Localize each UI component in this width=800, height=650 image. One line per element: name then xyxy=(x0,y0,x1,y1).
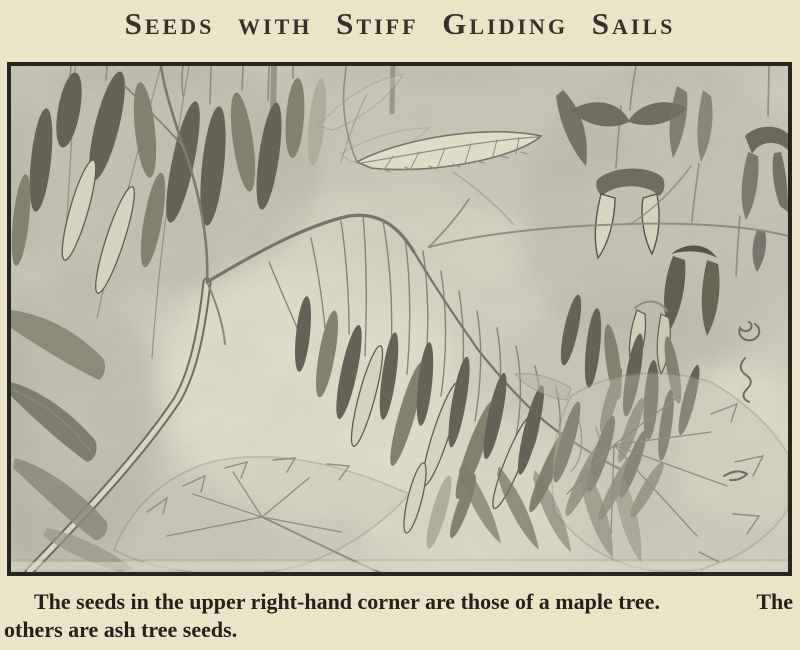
illustration-frame xyxy=(7,62,792,576)
halftone-grain-texture xyxy=(11,66,788,572)
caption-line1-tail: The xyxy=(756,589,793,614)
seed-plate-illustration xyxy=(11,66,788,572)
caption-sentence-1: The seeds in the upper right-hand corner are those of a maple tree. xyxy=(34,589,660,614)
caption-line-2: others are ash tree seeds. xyxy=(4,617,238,642)
figure-caption xyxy=(4,588,793,644)
caption-line-1 xyxy=(4,588,793,616)
page-title: Seeds with Stiff Gliding Sails xyxy=(124,6,676,41)
